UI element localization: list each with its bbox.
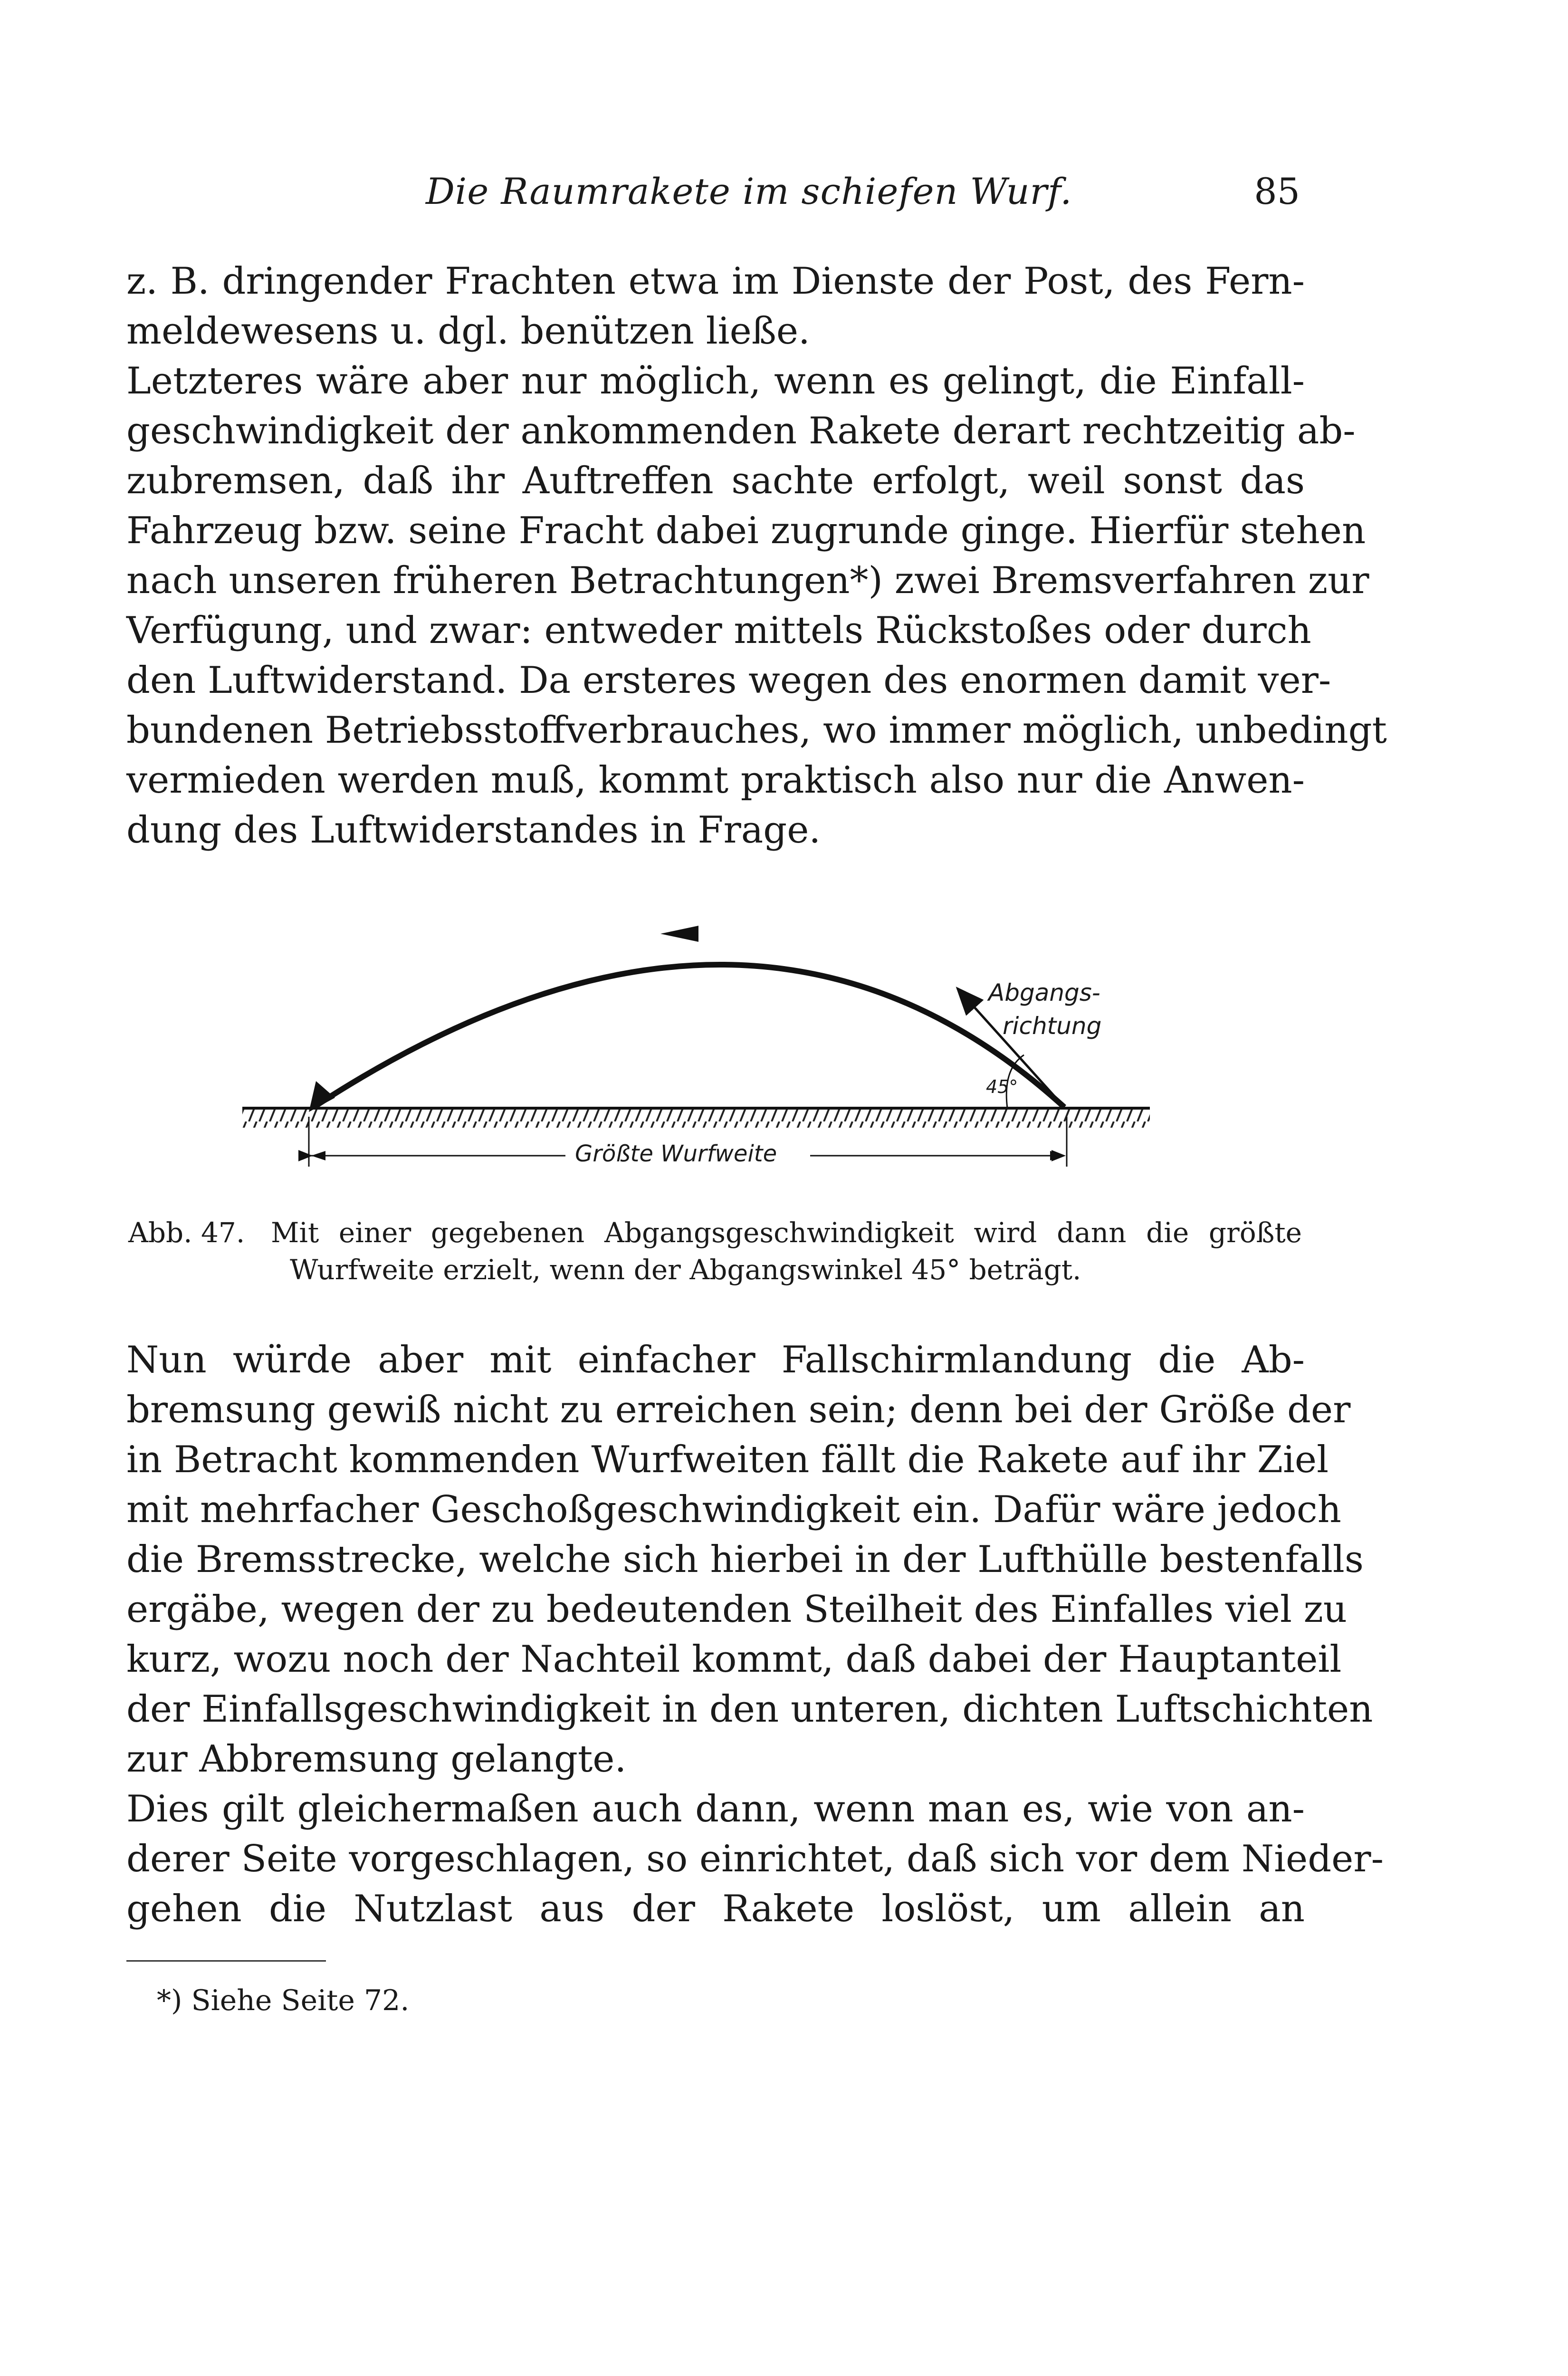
text-line: meldewesens u. dgl. benützen ließe. <box>126 310 810 353</box>
launch-direction-label-cont: richtung <box>1003 1012 1102 1040</box>
page-header <box>126 170 1300 227</box>
trajectory-arc <box>314 965 1064 1107</box>
text-line: bremsung gewiß nicht zu erreichen sein; denn bei der Größe der <box>126 1389 1351 1431</box>
text-line: Verfügung, und zwar: entweder mittels Rückstoßes oder durch <box>126 609 1311 652</box>
text-line: der Einfallsgeschwindigkeit in den unteren, dichten Luftschichten <box>126 1688 1373 1731</box>
text-line: die Bremsstrecke, welche sich hierbei in der Lufthülle bestenfalls <box>126 1538 1364 1581</box>
text-line: vermieden werden muß, kommt praktisch also nur die Anwen- <box>126 759 1305 802</box>
caption-line: Mit einer gegebenen Abgangsgeschwindigkeit wird dann die größte <box>271 1217 1302 1249</box>
text-line: Letzteres wäre aber nur möglich, wenn es gelingt, die Einfall- <box>126 360 1305 402</box>
figure-number: Abb. 47. <box>128 1217 245 1249</box>
text-line: zur Abbremsung gelangte. <box>126 1738 627 1781</box>
text-line: dung des Luftwiderstandes in Frage. <box>126 809 821 852</box>
text-line: ergäbe, wegen der zu bedeutenden Steilheit des Einfalles viel zu <box>126 1588 1348 1631</box>
text-line: in Betracht kommenden Wurfweiten fällt die Rakete auf ihr Ziel <box>126 1438 1329 1481</box>
text-line: Fahrzeug bzw. seine Fracht dabei zugrunde ginge. Hierfür stehen <box>126 509 1366 552</box>
text-line: Nun würde aber mit einfacher Fallschirmlandung die Ab- <box>126 1339 1305 1381</box>
text-line: Dies gilt gleichermaßen auch dann, wenn man es, wie von an- <box>126 1788 1305 1830</box>
text-line: geschwindigkeit der ankommenden Rakete derart rechtzeitig ab- <box>126 410 1356 452</box>
text-line: mit mehrfacher Geschoßgeschwindigkeit ein. Dafür wäre jedoch <box>126 1488 1341 1531</box>
text-line: zubremsen, daß ihr Auftreffen sachte erfolgt, weil sonst das <box>126 460 1305 502</box>
ground-line <box>242 1108 1150 1128</box>
figure-caption <box>128 1214 1307 1288</box>
caption-line: Wurfweite erzielt, wenn der Abgangswinkel 45° beträgt. <box>290 1254 1081 1286</box>
text-line: derer Seite vorgeschlagen, so einrichtet, daß sich vor dem Nieder- <box>126 1838 1384 1880</box>
paragraph-block-top <box>126 257 1387 855</box>
launch-direction-label: Abgangs- <box>988 979 1100 1006</box>
text-line: bundenen Betriebsstoffverbrauches, wo immer möglich, unbedingt <box>126 709 1387 752</box>
running-title: Die Raumrakete im schiefen Wurf. <box>426 170 1072 212</box>
page-number: 85 <box>1254 170 1300 212</box>
text-line: nach unseren früheren Betrachtungen*) zwei Bremsverfahren zur <box>126 559 1369 602</box>
direction-arrowhead-top <box>660 926 698 942</box>
angle-label: 45° <box>986 1076 1018 1097</box>
footnote-rule <box>126 1960 326 1962</box>
footnote: *) Siehe Seite 72. <box>157 1984 410 2017</box>
text-line: gehen die Nutzlast aus der Rakete loslöst, um allein an <box>126 1887 1305 1930</box>
text-line: den Luftwiderstand. Da ersteres wegen des enormen damit ver- <box>126 659 1331 702</box>
range-label: Größte Wurfweite <box>570 1140 782 1167</box>
paragraph-block-bottom <box>126 1335 1384 1934</box>
trajectory-figure <box>238 912 1188 1188</box>
text-line: z. B. dringender Frachten etwa im Dienste der Post, des Fern- <box>126 260 1305 303</box>
text-line: kurz, wozu noch der Nachteil kommt, daß dabei der Hauptanteil <box>126 1638 1342 1681</box>
